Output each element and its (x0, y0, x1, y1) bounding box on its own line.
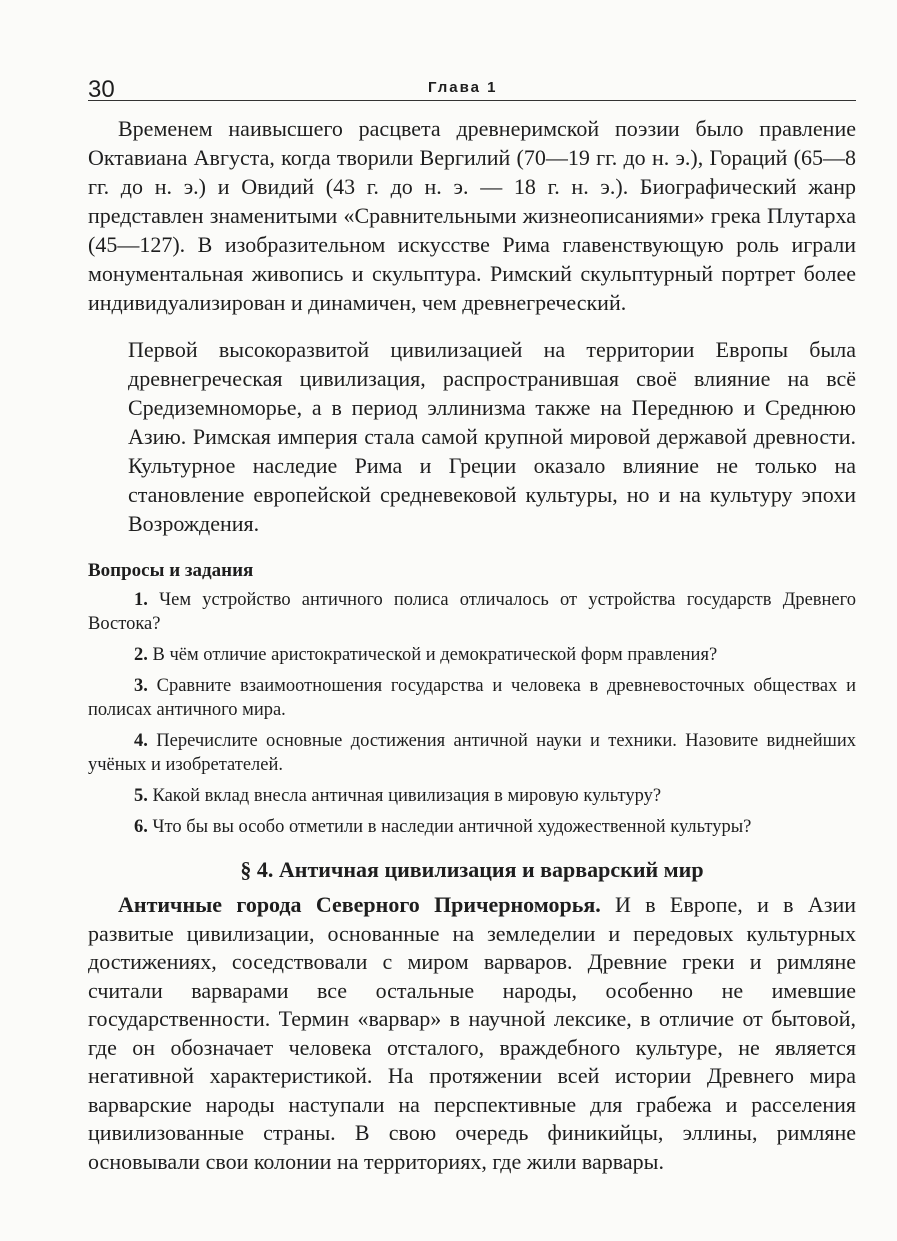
section-text: И в Европе, и в Азии развитые цивилизации, основанные на земледелии и передовых культурных достижениях, соседствовали с миром варваров. Древние греки и римляне считали варварами все остальные народы, особенно не имевшие государственности. Термин «варвар» в научной лексике, в отличие от бытовой, где он обозначает человека отсталого, враждебного культуре, не является негативной характеристикой. На протяжении всей истории Древнего мира варварские народы наступали на перспективные для грабежа и расселения цивилизованные страны. В свою очередь финикийцы, эллины, римляне основывали свои колонии на территориях, где жили варвары. (88, 892, 856, 1174)
questions-heading: Вопросы и задания (88, 560, 254, 581)
page-number: 30 (88, 76, 115, 103)
question-number: 2. (134, 645, 148, 665)
question-text: Чем устройство античного полиса отличалось от устройства государств Древнего Востока? (88, 590, 857, 634)
question-text: Перечислите основные достижения античной науки и техники. Назовите виднейших учёных и изобретателей. (88, 731, 856, 775)
question-number: 5. (134, 786, 148, 806)
question-text: В чём отличие аристократической и демократической форм правления? (152, 645, 718, 665)
question-item (88, 674, 856, 722)
chapter-title: Глава 1 (428, 79, 498, 96)
question-number: 4. (134, 731, 148, 751)
question-number: 3. (134, 676, 148, 696)
question-item (88, 588, 856, 636)
question-number: 6. (134, 817, 148, 837)
summary-paragraph: Первой высокоразвитой цивилизацией на территории Европы была древнегреческая цивилизация, распространившая своё влияние на всё Средиземноморье, а в период эллинизма также на Переднюю и Среднюю Азию. Римская империя стала самой крупной мировой державой древности. Культурное наследие Рима и Греции оказало влияние не только на становление европейской средневековой культуры, но и на культуру эпохи Возрождения. (128, 337, 856, 536)
question-item (88, 815, 856, 839)
question-item (88, 729, 856, 777)
question-text: Что бы вы особо отметили в наследии античной художественной культуры? (152, 817, 752, 837)
body-paragraph: Временем наивысшего расцвета древнеримской поэзии было правление Октавиана Августа, когда творили Вергилий (70—19 гг. до н. э.), Гораций (65—8 гг. до н. э.) и Овидий (43 г. до н. э. — 18 г. н. э.). Биографический жанр представлен знаменитыми «Сравнительными жизнеописаниями» грека Плутарха (45—127). В изобразительном искусстве Рима главенствующую роль играли монументальная живопись и скульптура. Римский скульптурный портрет более индивидуализирован и динамичен, чем древнегреческий. (88, 116, 856, 315)
question-text: Сравните взаимоотношения государства и человека в древневосточных обществах и полисах античного мира. (88, 676, 856, 720)
question-text: Какой вклад внесла античная цивилизация в мировую культуру? (152, 786, 662, 806)
section-paragraph (88, 891, 856, 1176)
page-content (88, 114, 856, 1176)
header-rule (88, 100, 856, 101)
question-item (88, 784, 856, 808)
section-heading: § 4. Античная цивилизация и варварский мир (240, 857, 704, 882)
section-lead: Античные города Северного Причерноморья. (118, 892, 601, 917)
question-number: 1. (134, 590, 148, 610)
question-item (88, 643, 856, 667)
